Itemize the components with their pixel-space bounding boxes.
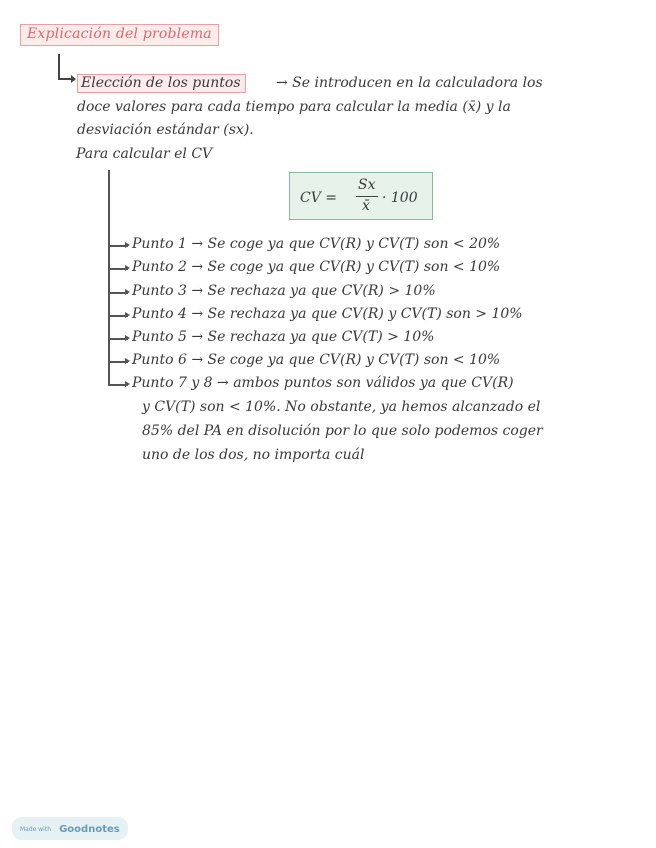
branch-arrow-icon	[58, 78, 74, 80]
formula-lhs: CV =	[300, 190, 338, 206]
intro-line-3: desviación estándar (sx).	[77, 122, 254, 138]
intro-line-1: → Se introducen en la calculadora los	[276, 75, 543, 91]
list-item-continuation-2: 85% del PA en disolución por lo que solo podemos coger	[142, 423, 543, 439]
list-item-punto-3: Punto 3 → Se rechaza ya que CV(R) > 10%	[132, 283, 436, 299]
branch-connector	[58, 54, 60, 80]
intro-line-2: doce valores para cada tiempo para calcular la media (x̄) y la	[77, 99, 511, 115]
arrow-icon	[108, 245, 128, 247]
list-item-continuation-1: y CV(T) son < 10%. No obstante, ya hemos alcanzado el	[142, 399, 541, 415]
arrow-icon	[108, 338, 128, 340]
badge-brand: Goodnotes	[59, 824, 120, 835]
list-item-continuation-3: uno de los dos, no importa cuál	[142, 447, 365, 463]
cv-heading: Para calcular el CV	[76, 146, 213, 162]
list-connector	[108, 170, 110, 386]
arrow-icon	[108, 292, 128, 294]
formula-denominator: x̄	[362, 198, 370, 214]
formula-multiplier: · 100	[382, 190, 418, 206]
arrow-icon	[108, 315, 128, 317]
list-item-punto-4: Punto 4 → Se rechaza ya que CV(R) y CV(T) son > 10%	[132, 306, 523, 322]
badge-prefix: Made with	[20, 826, 51, 833]
arrow-icon	[108, 384, 128, 386]
list-item-punto-5: Punto 5 → Se rechaza ya que CV(T) > 10%	[132, 329, 435, 345]
cv-formula	[289, 172, 433, 220]
section-title: Explicación del problema	[20, 24, 219, 46]
arrow-icon	[108, 268, 128, 270]
subsection-title: Elección de los puntos	[77, 74, 246, 93]
formula-fraction-bar	[356, 196, 378, 197]
list-item-punto-1: Punto 1 → Se coge ya que CV(R) y CV(T) son < 20%	[132, 236, 501, 252]
list-item-punto-6: Punto 6 → Se coge ya que CV(R) y CV(T) son < 10%	[132, 352, 501, 368]
goodnotes-badge	[12, 817, 128, 840]
formula-numerator: Sx	[358, 177, 376, 193]
arrow-icon	[108, 361, 128, 363]
list-item-punto-7-8: Punto 7 y 8 → ambos puntos son válidos ya que CV(R)	[132, 375, 514, 391]
list-item-punto-2: Punto 2 → Se coge ya que CV(R) y CV(T) son < 10%	[132, 259, 501, 275]
